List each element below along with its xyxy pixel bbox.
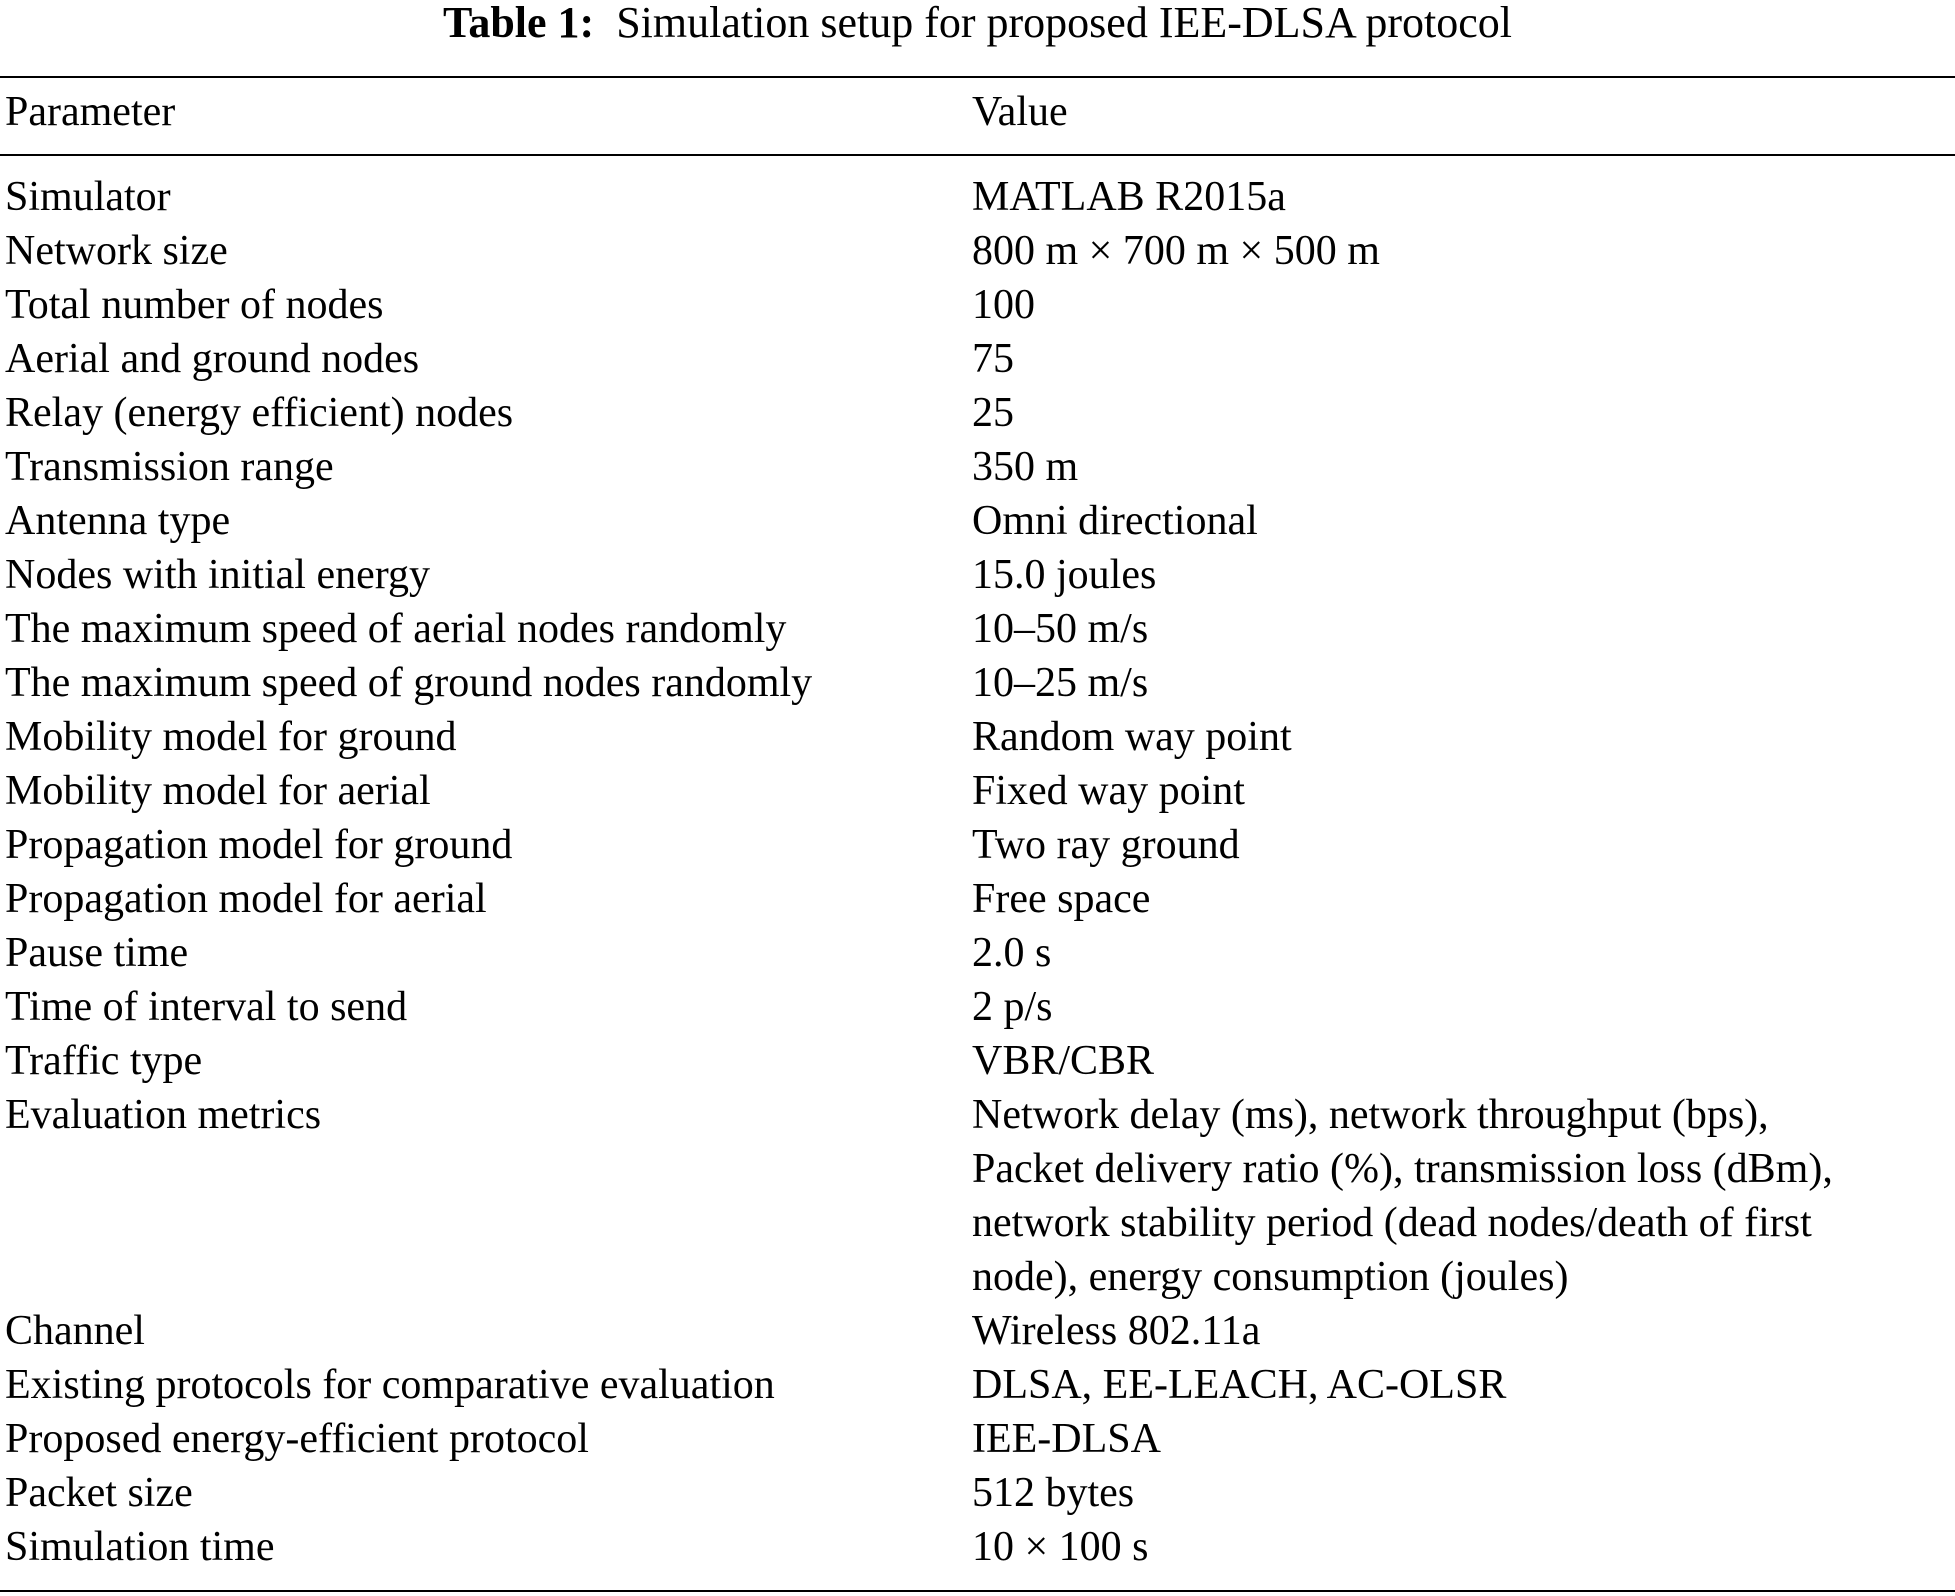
parameter-cell: Aerial and ground nodes <box>5 336 420 382</box>
parameter-cell: Simulation time <box>5 1524 275 1570</box>
table-top-rule <box>0 76 1955 78</box>
value-line: 10 × 100 s <box>972 1524 1149 1570</box>
value-cell <box>972 1520 1955 1574</box>
value-cell <box>972 1358 1955 1412</box>
parameter-cell: Antenna type <box>5 498 231 544</box>
value-cell <box>972 278 1955 332</box>
value-line: 2.0 s <box>972 930 1052 976</box>
table-row <box>0 1034 1955 1088</box>
table-row <box>0 926 1955 980</box>
table-row <box>0 710 1955 764</box>
table-row <box>0 818 1955 872</box>
value-line: Omni directional <box>972 498 1258 544</box>
value-line: DLSA, EE-LEACH, AC-OLSR <box>972 1362 1507 1408</box>
table-row <box>0 1466 1955 1520</box>
table-row <box>0 224 1955 278</box>
value-cell <box>972 548 1955 602</box>
parameter-cell: Simulator <box>5 174 171 220</box>
value-line: 350 m <box>972 444 1079 490</box>
value-cell <box>972 224 1955 278</box>
table-row <box>0 332 1955 386</box>
parameter-cell: Evaluation metrics <box>5 1092 322 1138</box>
parameter-cell: Mobility model for ground <box>5 714 457 760</box>
parameter-cell: Proposed energy-efficient protocol <box>5 1416 589 1462</box>
value-line: VBR/CBR <box>972 1038 1155 1084</box>
parameter-cell: Propagation model for ground <box>5 822 513 868</box>
parameter-cell: Pause time <box>5 930 189 976</box>
value-line: 75 <box>972 336 1014 382</box>
value-line: 10–25 m/s <box>972 660 1149 706</box>
parameter-cell: Mobility model for aerial <box>5 768 431 814</box>
value-line: IEE-DLSA <box>972 1416 1161 1462</box>
parameter-cell: Relay (energy efficient) nodes <box>5 390 514 436</box>
value-line: 512 bytes <box>972 1470 1135 1516</box>
table-row <box>0 602 1955 656</box>
value-cell <box>972 1088 1955 1304</box>
parameter-cell: Existing protocols for comparative evaluation <box>5 1362 775 1408</box>
value-cell <box>972 656 1955 710</box>
value-cell <box>972 440 1955 494</box>
parameter-cell: Network size <box>5 228 228 274</box>
value-cell <box>972 764 1955 818</box>
value-line: Two ray ground <box>972 822 1240 868</box>
column-header-value: Value <box>972 89 1068 135</box>
value-line: 25 <box>972 390 1014 436</box>
table-row <box>0 440 1955 494</box>
value-cell <box>972 170 1955 224</box>
value-line: 2 p/s <box>972 984 1053 1030</box>
table-row <box>0 1412 1955 1466</box>
table-caption-label: Table 1: <box>443 0 595 47</box>
parameter-cell: Packet size <box>5 1470 193 1516</box>
table-header-row <box>0 86 1955 140</box>
parameter-cell: The maximum speed of ground nodes randomly <box>5 660 813 706</box>
table-row <box>0 1088 1955 1304</box>
table-row <box>0 494 1955 548</box>
value-line: 15.0 joules <box>972 552 1157 598</box>
table-row <box>0 1304 1955 1358</box>
parameter-cell: Time of interval to send <box>5 984 408 1030</box>
column-header-parameter: Parameter <box>5 89 176 135</box>
value-cell <box>972 818 1955 872</box>
value-cell <box>972 1034 1955 1088</box>
table-caption-text: Simulation setup for proposed IEE-DLSA protocol <box>616 0 1512 47</box>
parameter-cell: Propagation model for aerial <box>5 876 487 922</box>
value-line: Network delay (ms), network throughput (bps), <box>972 1092 1769 1138</box>
value-line: 100 <box>972 282 1035 328</box>
value-line: Wireless 802.11a <box>972 1308 1261 1354</box>
table-row <box>0 170 1955 224</box>
value-cell <box>972 332 1955 386</box>
value-cell <box>972 872 1955 926</box>
parameter-cell: Transmission range <box>5 444 334 490</box>
value-line: Random way point <box>972 714 1292 760</box>
table-row <box>0 548 1955 602</box>
parameter-cell: Total number of nodes <box>5 282 384 328</box>
table-row <box>0 656 1955 710</box>
parameter-cell: Nodes with initial energy <box>5 552 430 598</box>
table-row <box>0 278 1955 332</box>
value-cell <box>972 494 1955 548</box>
value-line: node), energy consumption (joules) <box>972 1254 1569 1300</box>
parameter-cell: Traffic type <box>5 1038 203 1084</box>
table-row <box>0 1520 1955 1574</box>
table-body <box>0 170 1955 1574</box>
value-line: 800 m × 700 m × 500 m <box>972 228 1380 274</box>
value-line: network stability period (dead nodes/death of first <box>972 1200 1812 1246</box>
value-cell <box>972 386 1955 440</box>
value-cell <box>972 926 1955 980</box>
value-line: 10–50 m/s <box>972 606 1149 652</box>
value-cell <box>972 980 1955 1034</box>
value-line: Packet delivery ratio (%), transmission loss (dBm), <box>972 1146 1833 1192</box>
value-cell <box>972 710 1955 764</box>
parameter-cell: Channel <box>5 1308 145 1354</box>
table-row <box>0 872 1955 926</box>
table-row <box>0 386 1955 440</box>
table-caption <box>0 0 1955 50</box>
parameter-cell: The maximum speed of aerial nodes randomly <box>5 606 787 652</box>
value-cell <box>972 1412 1955 1466</box>
value-cell <box>972 602 1955 656</box>
table-row <box>0 980 1955 1034</box>
value-cell <box>972 1466 1955 1520</box>
table-row <box>0 764 1955 818</box>
value-line: Free space <box>972 876 1151 922</box>
value-line: MATLAB R2015a <box>972 174 1286 220</box>
table-bottom-rule <box>0 1590 1955 1592</box>
value-line: Fixed way point <box>972 768 1245 814</box>
table-row <box>0 1358 1955 1412</box>
value-cell <box>972 1304 1955 1358</box>
table-header-rule <box>0 154 1955 156</box>
